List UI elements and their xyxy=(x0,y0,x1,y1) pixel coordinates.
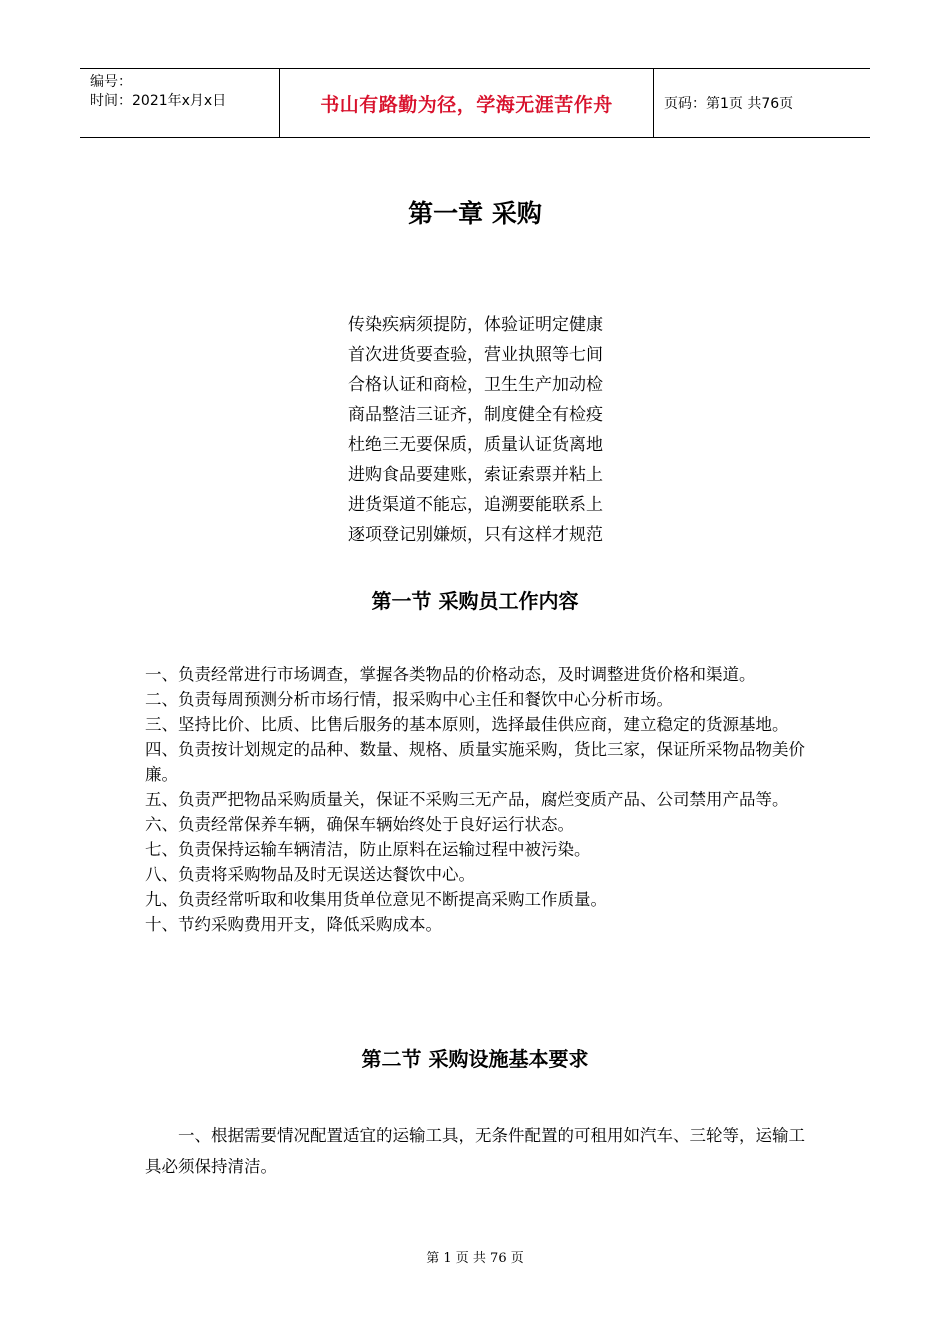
page-footer: 第 1 页 共 76 页 xyxy=(426,1251,524,1266)
time-label: 时间：2021年x月x日 xyxy=(90,93,227,109)
duty-item: 一、负责经常进行市场调查，掌握各类物品的价格动态，及时调整进货价格和渠道。 xyxy=(145,665,756,684)
number-label: 编号： xyxy=(90,74,132,90)
section1-title: 第一节 采购员工作内容 xyxy=(371,589,579,613)
poem xyxy=(348,310,603,550)
duty-item: 五、负责严把物品采购质量关，保证不采购三无产品，腐烂变质产品、公司禁用产品等。 xyxy=(145,790,789,809)
poem-line: 进货渠道不能忘，追溯要能联系上 xyxy=(348,495,603,515)
section2-title: 第二节 采购设施基本要求 xyxy=(361,1047,589,1071)
header-meta xyxy=(80,69,280,137)
poem-line: 进购食品要建账，索证索票并粘上 xyxy=(348,465,603,485)
section2-paragraph: 一、根据需要情况配置适宜的运输工具，无条件配置的可租用如汽车、三轮等，运输工具必须保持清洁。 xyxy=(145,1126,805,1176)
duty-list xyxy=(145,662,810,937)
poem-line: 合格认证和商检，卫生生产加动检 xyxy=(348,375,603,395)
header-motto: 书山有路勤为径，学海无涯苦作舟 xyxy=(280,69,654,137)
duty-item: 三、坚持比价、比质、比售后服务的基本原则，选择最佳供应商，建立稳定的货源基地。 xyxy=(145,715,789,734)
duty-item: 七、负责保持运输车辆清洁，防止原料在运输过程中被污染。 xyxy=(145,840,591,859)
duty-item: 六、负责经常保养车辆，确保车辆始终处于良好运行状态。 xyxy=(145,815,574,834)
duty-item: 九、负责经常听取和收集用货单位意见不断提高采购工作质量。 xyxy=(145,890,607,909)
header-page-info: 页码：第1页 共76页 xyxy=(664,96,794,112)
duty-item: 四、负责按计划规定的品种、数量、规格、质量实施采购，货比三家，保证所采物品物美价廉。 xyxy=(145,740,805,784)
poem-line: 传染疾病须提防，体验证明定健康 xyxy=(348,315,603,335)
header-table xyxy=(80,68,870,138)
duty-item: 八、负责将采购物品及时无误送达餐饮中心。 xyxy=(145,865,475,884)
duty-item: 十、节约采购费用开支，降低采购成本。 xyxy=(145,915,442,934)
chapter-title: 第一章 采购 xyxy=(408,199,542,228)
poem-line: 杜绝三无要保质，质量认证货离地 xyxy=(348,435,603,455)
poem-line: 逐项登记别嫌烦，只有这样才规范 xyxy=(348,525,603,545)
duty-item: 二、负责每周预测分析市场行情，报采购中心主任和餐饮中心分析市场。 xyxy=(145,690,673,709)
poem-line: 商品整洁三证齐，制度健全有检疫 xyxy=(348,405,603,425)
poem-line: 首次进货要查验，营业执照等七间 xyxy=(348,345,603,365)
